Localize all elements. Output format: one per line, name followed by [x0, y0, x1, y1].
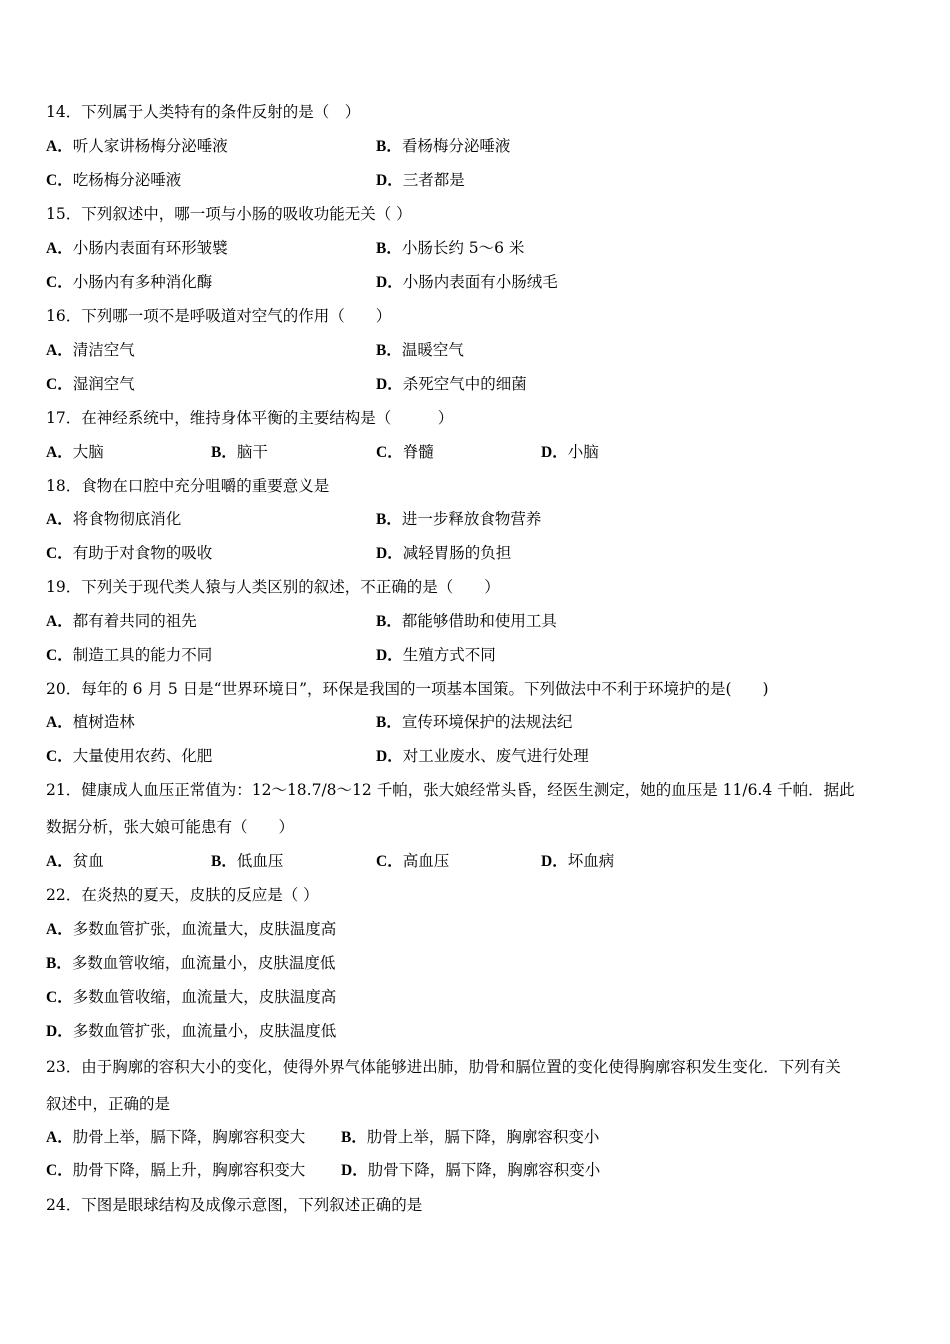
option-text: 小肠长约 5～6 米 [401, 239, 525, 257]
q19-option-c [46, 645, 212, 666]
q21-option-d [541, 851, 614, 872]
option-text: 多数血管收缩，血流量大，皮肤温度高 [72, 988, 337, 1006]
option-label: A． [46, 714, 73, 731]
option-text: 脊髓 [402, 443, 434, 461]
q23-option-b [341, 1127, 599, 1148]
q23-option-c [46, 1160, 305, 1181]
option-text: 温暖空气 [401, 341, 464, 359]
q22-option-b [46, 953, 335, 974]
q21-option-a [46, 851, 104, 872]
q14-option-a [46, 136, 228, 157]
question-23-stem: 23．由于胸廓的容积大小的变化，使得外界气体能够进出肺，肋骨和膈位置的变化使得胸廓容积发生变化．下列有关 [46, 1058, 841, 1076]
question-18-stem: 18．食物在口腔中充分咀嚼的重要意义是 [46, 477, 330, 495]
q22-option-a [46, 919, 336, 940]
option-label: C． [46, 989, 73, 1006]
option-label: D． [541, 444, 568, 461]
option-text: 三者都是 [402, 171, 465, 189]
option-label: B． [211, 444, 237, 461]
option-text: 生殖方式不同 [402, 646, 496, 664]
q23-option-d [341, 1160, 600, 1181]
option-text: 脑干 [236, 443, 268, 461]
option-label: B． [376, 613, 402, 630]
q15-option-a [46, 238, 228, 259]
q20-option-b [376, 712, 572, 733]
option-text: 对工业废水、废气进行处理 [402, 747, 589, 765]
question-20-stem: 20．每年的 6 月 5 日是“世界环境日”，环保是我国的一项基本国策。下列做法中不利于环境护的是( ) [46, 680, 769, 698]
q18-option-b [376, 509, 541, 530]
option-text: 小肠内表面有小肠绒毛 [402, 273, 558, 291]
question-15-stem: 15．下列叙述中，哪一项与小肠的吸收功能无关（ ） [46, 205, 412, 223]
option-text: 有助于对食物的吸收 [72, 544, 213, 562]
option-label: C． [46, 545, 73, 562]
option-label: A． [46, 613, 73, 630]
option-text: 清洁空气 [72, 341, 135, 359]
option-text: 湿润空气 [72, 375, 135, 393]
option-text: 肋骨下降，膈下降，胸廓容积变小 [367, 1161, 601, 1179]
option-text: 大脑 [72, 443, 104, 461]
q19-option-b [376, 611, 557, 632]
q17-option-d [541, 442, 599, 463]
q22-option-c [46, 987, 336, 1008]
option-text: 吃杨梅分泌唾液 [72, 171, 182, 189]
option-label: B． [211, 853, 237, 870]
option-label: D． [46, 1023, 73, 1040]
q15-option-d [376, 272, 558, 293]
q21-option-c [376, 851, 449, 872]
option-text: 听人家讲杨梅分泌唾液 [72, 137, 228, 155]
option-label: C． [46, 647, 73, 664]
option-label: B． [376, 240, 402, 257]
option-label: A． [46, 444, 73, 461]
q23-option-a [46, 1127, 305, 1148]
q18-option-d [376, 543, 511, 564]
option-text: 制造工具的能力不同 [72, 646, 213, 664]
option-text: 杀死空气中的细菌 [402, 375, 527, 393]
option-label: D． [541, 853, 568, 870]
q16-option-d [376, 374, 527, 395]
q15-option-b [376, 238, 524, 259]
question-19-stem: 19．下列关于现代类人猿与人类区别的叙述，不正确的是（ ） [46, 578, 500, 596]
q19-option-a [46, 611, 197, 632]
option-label: A． [46, 511, 73, 528]
option-label: A． [46, 342, 73, 359]
question-23-stem-continued: 叙述中，正确的是 [46, 1095, 171, 1113]
option-label: D． [376, 647, 403, 664]
q14-option-d [376, 170, 465, 191]
option-text: 多数血管扩张，血流量大，皮肤温度高 [72, 920, 337, 938]
option-text: 贫血 [72, 852, 104, 870]
option-label: A． [46, 1129, 73, 1146]
q20-option-c [46, 746, 212, 767]
option-label: C． [376, 853, 403, 870]
question-21-stem: 21．健康成人血压正常值为：12～18.7/8～12 千帕，张大娘经常头昏，经医生测定，她的血压是 11/6.4 千帕．据此 [46, 781, 855, 799]
question-14-stem: 14．下列属于人类特有的条件反射的是（ ） [46, 103, 361, 121]
option-label: D． [376, 545, 403, 562]
q18-option-a [46, 509, 181, 530]
option-label: C． [46, 748, 73, 765]
q21-option-b [211, 851, 283, 872]
option-label: C． [46, 172, 73, 189]
question-22-stem: 22．在炎热的夏天，皮肤的反应是（ ） [46, 886, 319, 904]
option-label: B． [46, 955, 72, 972]
option-text: 都能够借助和使用工具 [401, 612, 557, 630]
option-text: 大量使用农药、化肥 [72, 747, 213, 765]
option-label: B． [376, 714, 402, 731]
option-text: 植树造林 [72, 713, 135, 731]
option-label: D． [376, 274, 403, 291]
q19-option-d [376, 645, 496, 666]
option-label: D． [376, 748, 403, 765]
option-label: C． [46, 274, 73, 291]
option-label: D． [376, 376, 403, 393]
q20-option-a [46, 712, 135, 733]
question-17-stem: 17．在神经系统中，维持身体平衡的主要结构是（ ） [46, 409, 454, 427]
q17-option-a [46, 442, 104, 463]
option-text: 低血压 [236, 852, 284, 870]
q14-option-c [46, 170, 181, 191]
option-text: 肋骨下降，膈上升，胸廓容积变大 [72, 1161, 306, 1179]
question-24-stem: 24．下图是眼球结构及成像示意图，下列叙述正确的是 [46, 1196, 423, 1214]
option-label: D． [376, 172, 403, 189]
question-21-stem-continued: 数据分析，张大娘可能患有（ ） [46, 818, 295, 836]
option-label: C． [46, 1162, 73, 1179]
option-text: 肋骨上举，膈下降，胸廓容积变大 [72, 1128, 306, 1146]
option-label: A． [46, 138, 73, 155]
option-text: 高血压 [402, 852, 450, 870]
option-text: 多数血管扩张，血流量小，皮肤温度低 [72, 1022, 337, 1040]
q14-option-b [376, 136, 510, 157]
option-text: 肋骨上举，膈下降，胸廓容积变小 [366, 1128, 600, 1146]
option-label: D． [341, 1162, 368, 1179]
option-label: C． [46, 376, 73, 393]
option-label: A． [46, 240, 73, 257]
q16-option-c [46, 374, 135, 395]
option-text: 坏血病 [567, 852, 615, 870]
option-label: B． [376, 511, 402, 528]
q18-option-c [46, 543, 212, 564]
option-label: C． [376, 444, 403, 461]
question-16-stem: 16．下列哪一项不是呼吸道对空气的作用（ ） [46, 307, 392, 325]
option-text: 小肠内表面有环形皱襞 [72, 239, 228, 257]
q17-option-c [376, 442, 434, 463]
option-text: 将食物彻底消化 [72, 510, 182, 528]
q20-option-d [376, 746, 589, 767]
option-text: 小肠内有多种消化酶 [72, 273, 213, 291]
option-text: 减轻胃肠的负担 [402, 544, 512, 562]
option-text: 小脑 [567, 443, 599, 461]
option-label: B． [341, 1129, 367, 1146]
option-label: A． [46, 853, 73, 870]
option-label: B． [376, 138, 402, 155]
option-text: 看杨梅分泌唾液 [401, 137, 511, 155]
option-label: A． [46, 921, 73, 938]
option-label: B． [376, 342, 402, 359]
option-text: 宣传环境保护的法规法纪 [401, 713, 573, 731]
q17-option-b [211, 442, 268, 463]
q16-option-b [376, 340, 464, 361]
q22-option-d [46, 1021, 336, 1042]
option-text: 都有着共同的祖先 [72, 612, 197, 630]
option-text: 多数血管收缩，血流量小，皮肤温度低 [71, 954, 336, 972]
q15-option-c [46, 272, 212, 293]
option-text: 进一步释放食物营养 [401, 510, 542, 528]
q16-option-a [46, 340, 135, 361]
